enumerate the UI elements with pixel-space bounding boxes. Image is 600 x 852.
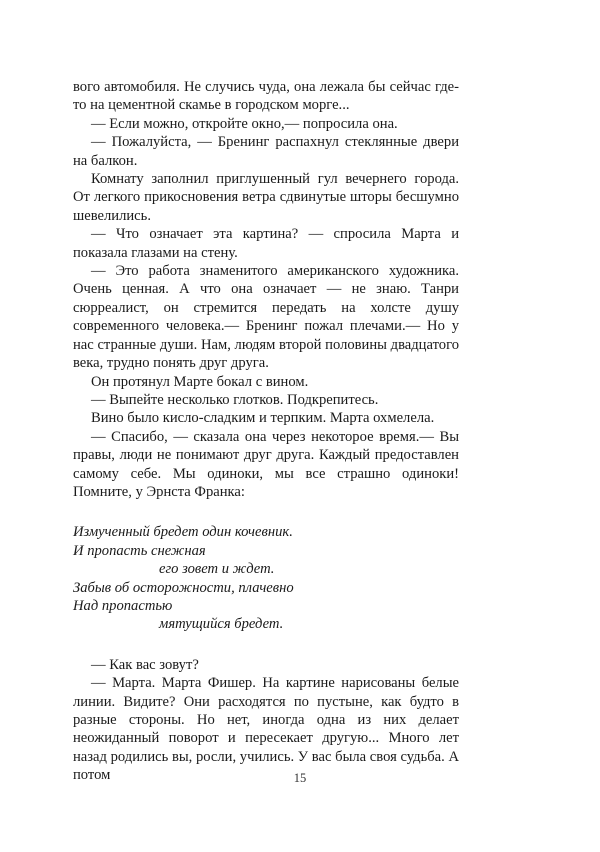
paragraph: Он протянул Марте бокал с вином.: [91, 373, 309, 390]
page-number: 15: [293, 771, 307, 785]
paragraph: — Марта. Марта Фишер. На картине нарисованы белые линии. Видите? Они расходятся по пустыне, как будто в разные стороны. Но нет, иногда одна из них делает неожиданный поворот и пересекает другую... Много лет назад родились вы, росли, учились. У вас была своя судьба. А потом: [73, 675, 459, 784]
poem-line: И пропасть снежная: [73, 542, 206, 559]
poem-quote: [73, 523, 459, 633]
paragraph: — Спасибо, — сказала она через некоторое время.— Вы правы, люди не понимают друг друга. Каждый предоставлен самому себе. Мы одиноки, мы все страшно одиноки! Помните, у Эрнста Франка:: [73, 428, 459, 500]
paragraph: вого автомобиля. Не случись чуда, она лежала бы сейчас где-то на цементной скамье в городском морге...: [73, 79, 459, 114]
poem-line: Забыв об осторожности, плачевно: [73, 579, 294, 596]
poem-line: мятущийся бредет.: [159, 616, 284, 633]
paragraph: — Если можно, откройте окно,— попросила она.: [91, 115, 398, 132]
paragraph: — Это работа знаменитого американского художника. Очень ценная. А что она означает — не знаю. Танри сюрреалист, он стремится передать на холсте душу современного человека.— Бренинг пожал плечами.— Но у нас странные души. Нам, людям второй половины двадцатого века, трудно понять друг друга.: [73, 263, 459, 372]
paragraphs-after-verse: [73, 656, 459, 785]
paragraph: — Как вас зовут?: [91, 656, 199, 673]
poem-line: Над пропастью: [73, 597, 173, 614]
book-page-text: [73, 78, 459, 785]
paragraphs-before-verse: [73, 78, 459, 501]
poem-line: Измученный бредет один кочевник.: [73, 524, 293, 541]
poem-line: его зовет и ждет.: [159, 561, 275, 578]
paragraph: Вино было кисло-сладким и терпким. Марта охмелела.: [91, 410, 435, 427]
paragraph: — Пожалуйста, — Бренинг распахнул стеклянные двери на балкон.: [73, 134, 459, 169]
paragraph: — Что означает эта картина? — спросила Марта и показала глазами на стену.: [73, 226, 459, 261]
paragraph: Комнату заполнил приглушенный гул вечернего города. От легкого прикосновения ветра сдвинутые шторы бесшумно шевелились.: [73, 171, 459, 224]
paragraph: — Выпейте несколько глотков. Подкрепитесь.: [91, 391, 379, 408]
